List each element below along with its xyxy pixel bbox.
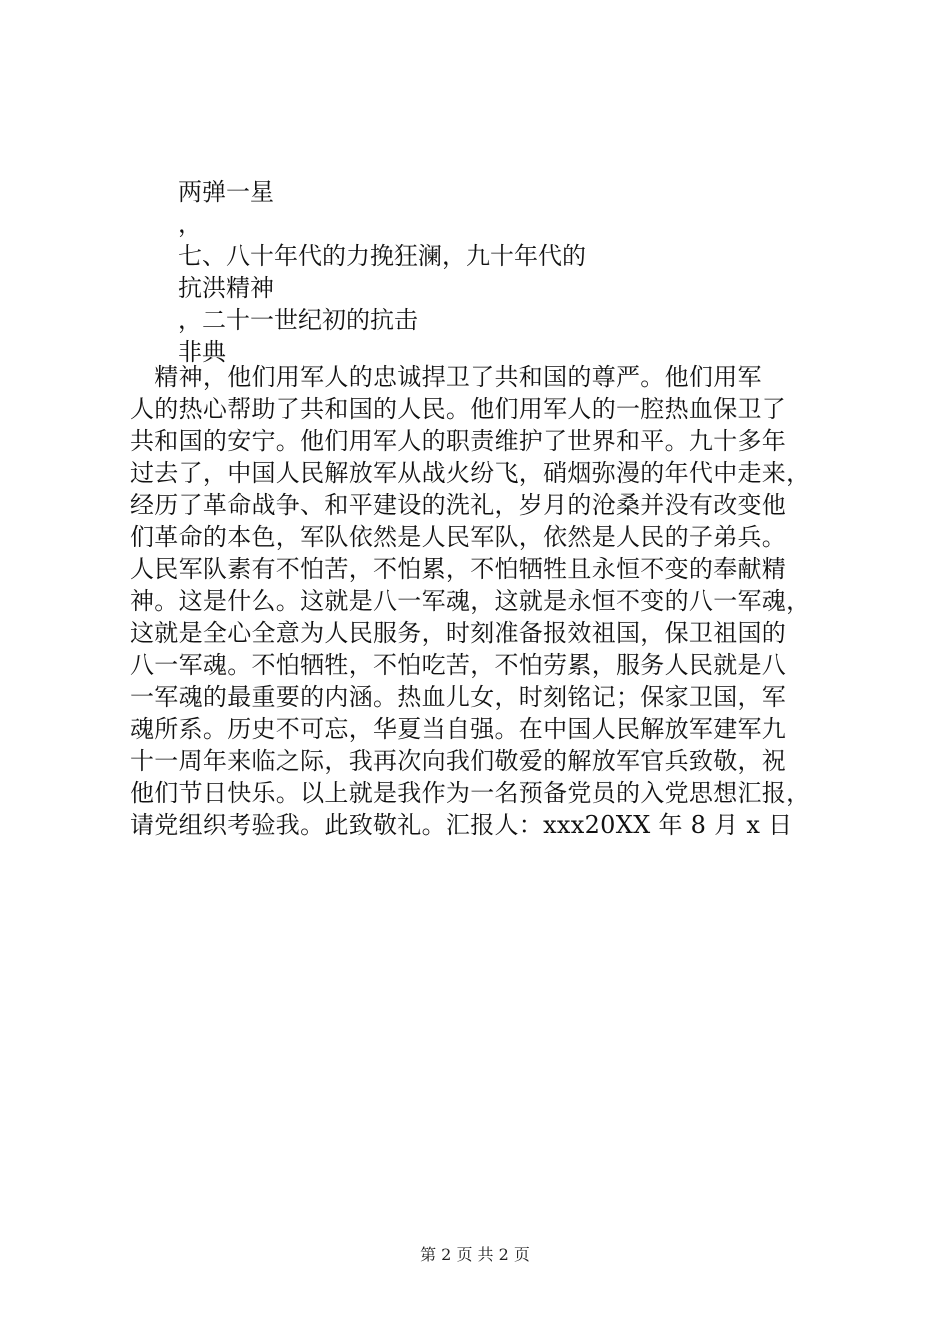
paragraph-line: 人民军队素有不怕苦，不怕累，不怕牺牲且永恒不变的奉献精 (130, 555, 787, 583)
paragraph-line: 人的热心帮助了共和国的人民。他们用军人的一腔热血保卫了 (130, 395, 787, 423)
fragment-line: 抗洪精神 (178, 274, 274, 302)
paragraph-line: 他们节日快乐。以上就是我作为一名预备党员的入党思想汇报， (130, 779, 811, 807)
paragraph-line: 八一军魂。不怕牺牲，不怕吃苦，不怕劳累，服务人民就是八 (130, 651, 787, 679)
fragment-line: 两弹一星 (178, 178, 274, 206)
paragraph-line: 们革命的本色，军队依然是人民军队，依然是人民的子弟兵。 (130, 523, 787, 551)
fragment-line: ， (178, 210, 202, 238)
paragraph-line: 一军魂的最重要的内涵。热血儿女，时刻铭记；保家卫国，军 (130, 683, 787, 711)
paragraph-line: 神。这是什么。这就是八一军魂，这就是永恒不变的八一军魂， (130, 587, 811, 615)
fragment-line: ，二十一世纪初的抗击 (178, 306, 418, 334)
page-number-footer: 第 2 页 共 2 页 (420, 1245, 530, 1264)
paragraph-line: 共和国的安宁。他们用军人的职责维护了世界和平。九十多年 (130, 427, 787, 455)
paragraph-line: 十一周年来临之际，我再次向我们敬爱的解放军官兵致敬，祝 (130, 747, 787, 775)
paragraph-line: 过去了，中国人民解放军从战火纷飞，硝烟弥漫的年代中走来， (130, 459, 811, 487)
paragraph-line: 请党组织考验我。此致敬礼。汇报人：xxx20XX 年 8 月 x 日 (130, 811, 793, 839)
fragment-line: 七、八十年代的力挽狂澜，九十年代的 (178, 242, 586, 270)
fragment-line: 非典 (178, 338, 226, 366)
paragraph-line: 精神，他们用军人的忠诚捍卫了共和国的尊严。他们用军 (130, 363, 762, 391)
paragraph-line: 经历了革命战争、和平建设的洗礼，岁月的沧桑并没有改变他 (130, 491, 787, 519)
paragraph-line: 魂所系。历史不可忘，华夏当自强。在中国人民解放军建军九 (130, 715, 787, 743)
paragraph-line: 这就是全心全意为人民服务，时刻准备报效祖国，保卫祖国的 (130, 619, 787, 647)
